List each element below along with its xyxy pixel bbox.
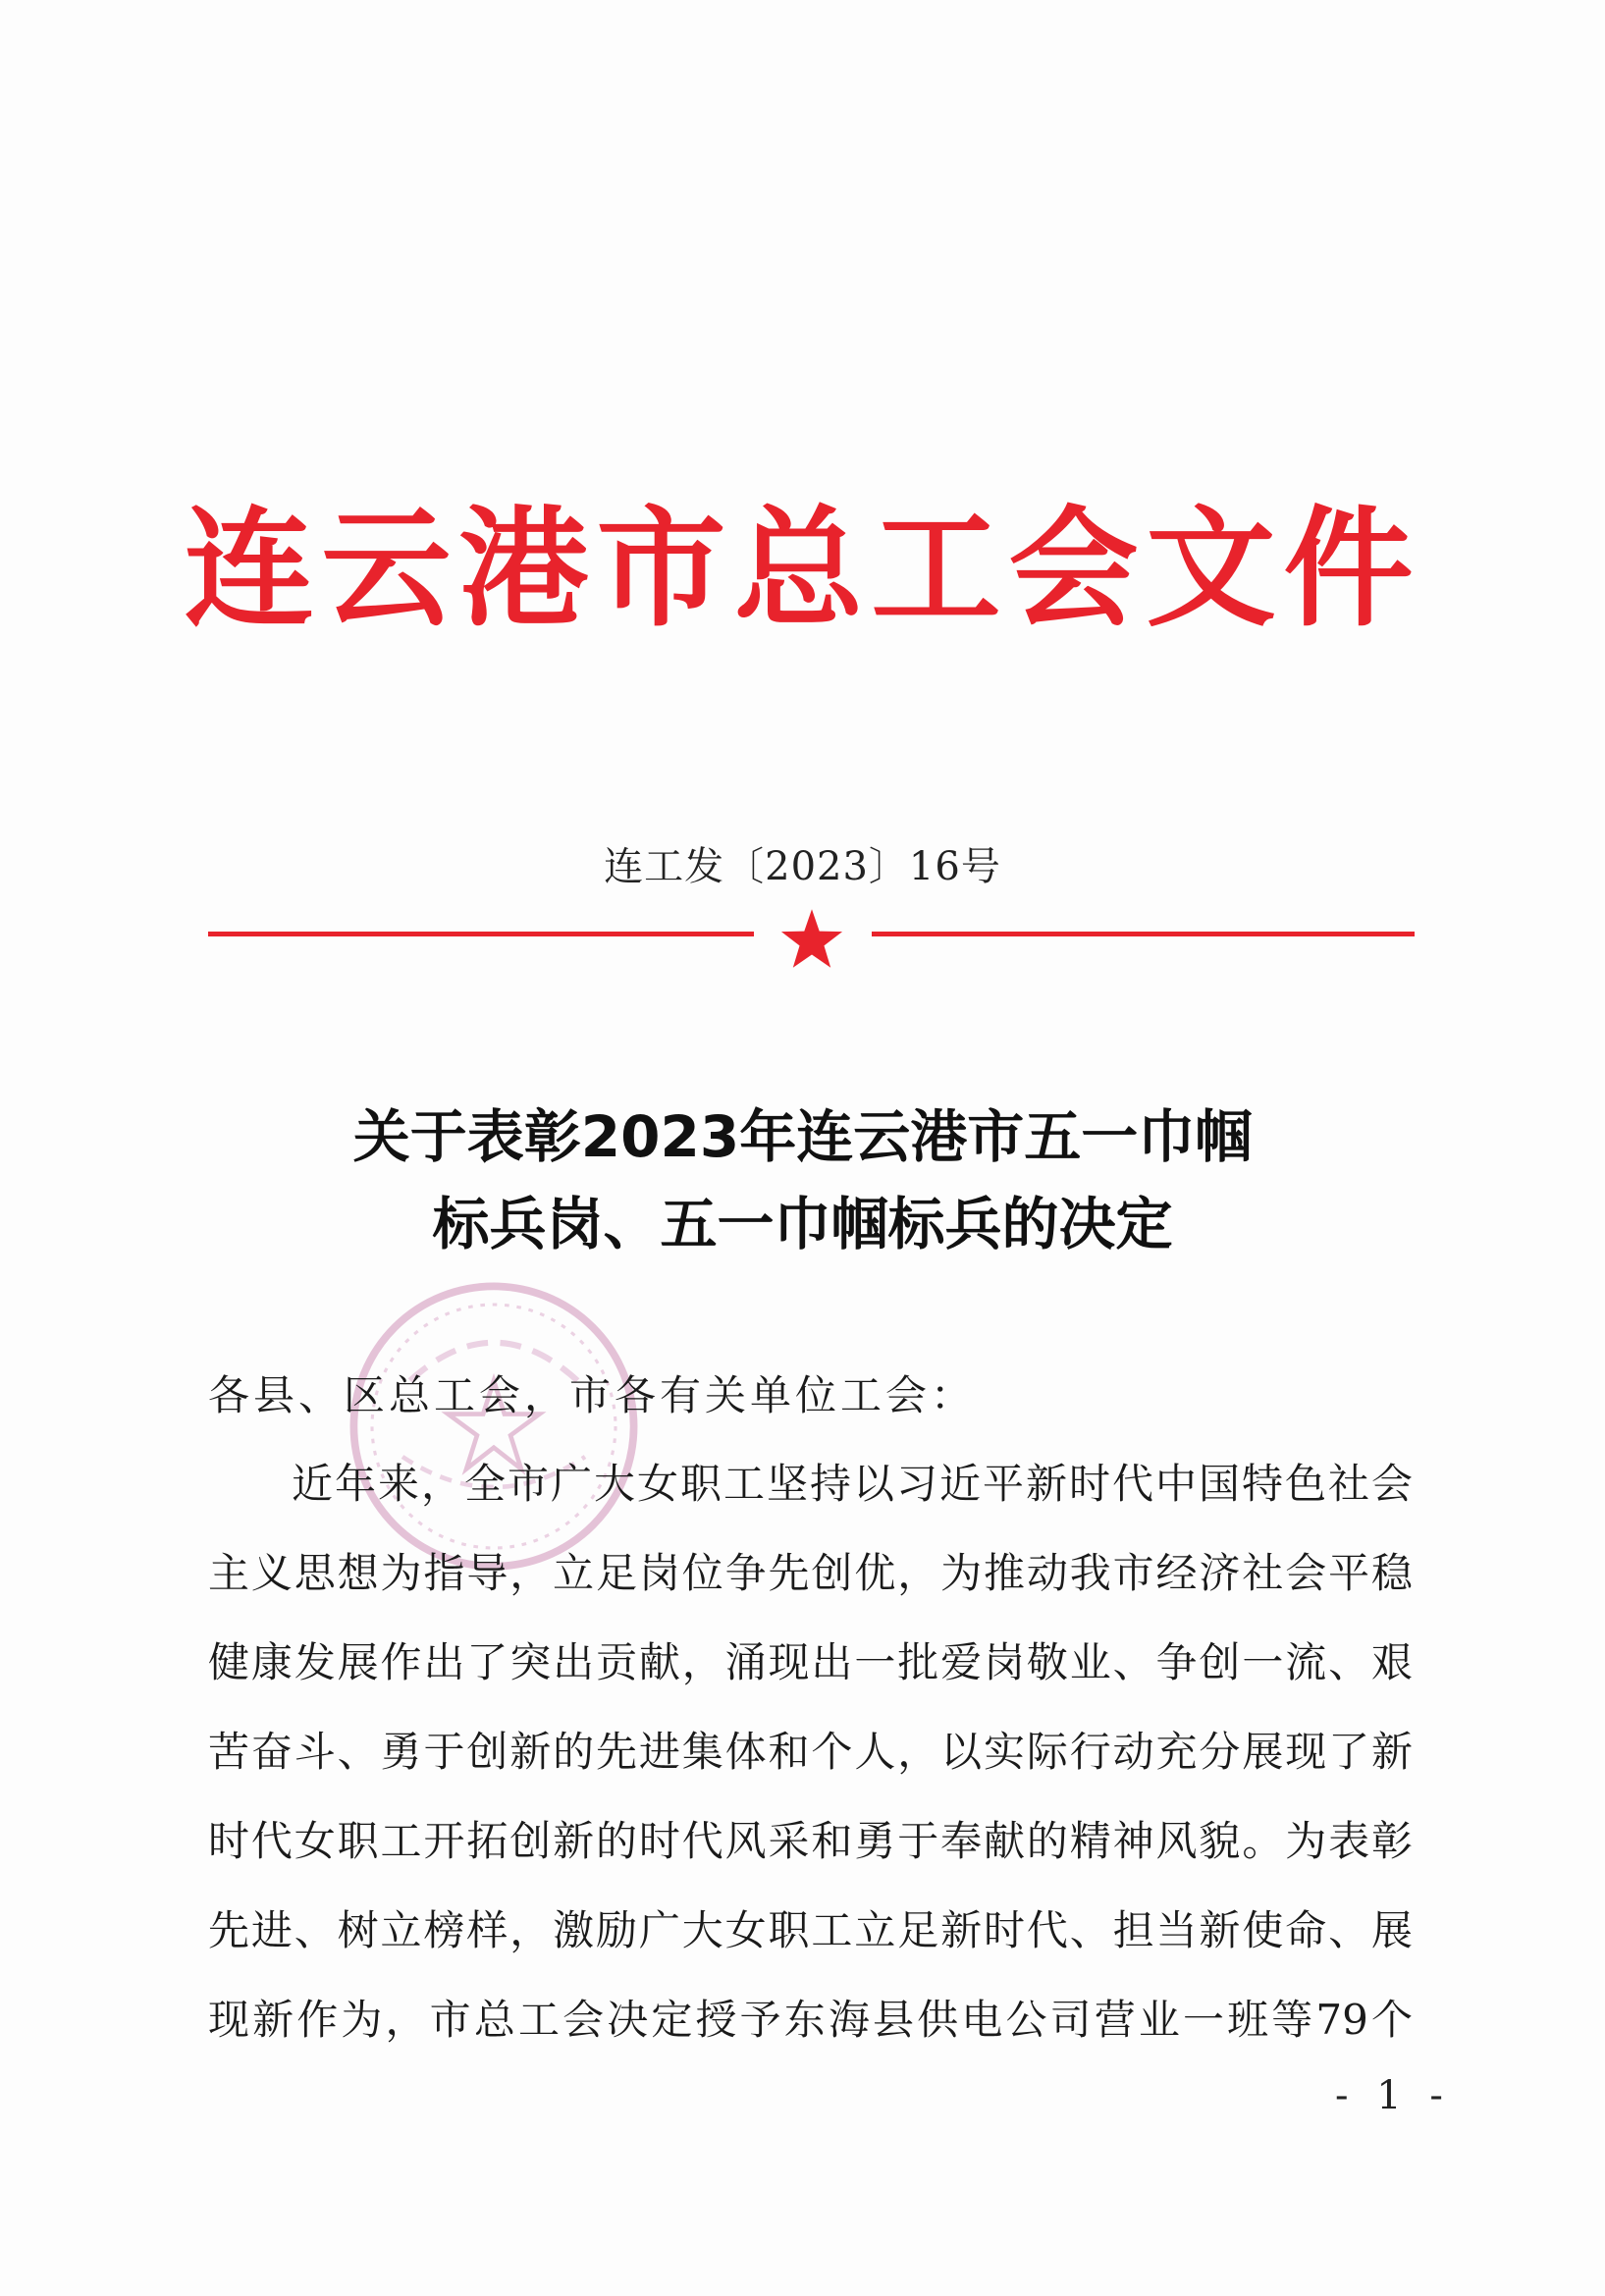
masthead-title: 连云港市总工会文件 <box>184 494 1421 645</box>
red-rule-right <box>872 932 1415 936</box>
page-number: - 1 - <box>1335 2073 1451 2118</box>
body-line-4: 苦奋斗、勇于创新的先进集体和个人，以实际行动充分展现了新 <box>208 1728 1413 1776</box>
body-line-2: 主义思想为指导，立足岗位争先创优，为推动我市经济社会平稳 <box>208 1549 1413 1597</box>
body-line-3: 健康发展作出了突出贡献，涌现出一批爱岗敬业、争创一流、艰 <box>208 1638 1413 1686</box>
document-title-line-2: 标兵岗、五一巾帼标兵的决定 <box>432 1191 1173 1257</box>
salutation: 各县、区总工会，市各有关单位工会： <box>208 1371 977 1419</box>
seal-icon <box>342 1274 646 1578</box>
document-title-line-1: 关于表彰2023年连云港市五一巾帼 <box>352 1103 1253 1170</box>
body-line-6: 先进、树立榜样，激励广大女职工立足新时代、担当新使命、展 <box>208 1906 1413 1954</box>
document-number: 连工发〔2023〕16号 <box>604 844 1001 889</box>
body-line-1: 近年来，全市广大女职工坚持以习近平新时代中国特色社会 <box>292 1460 1413 1508</box>
star-icon <box>777 908 846 969</box>
body-line-7: 现新作为，市总工会决定授予东海县供电公司营业一班等79个 <box>208 1996 1413 2044</box>
body-line-5: 时代女职工开拓创新的时代风采和勇于奉献的精神风貌。为表彰 <box>208 1817 1413 1865</box>
red-rule-left <box>208 932 754 936</box>
